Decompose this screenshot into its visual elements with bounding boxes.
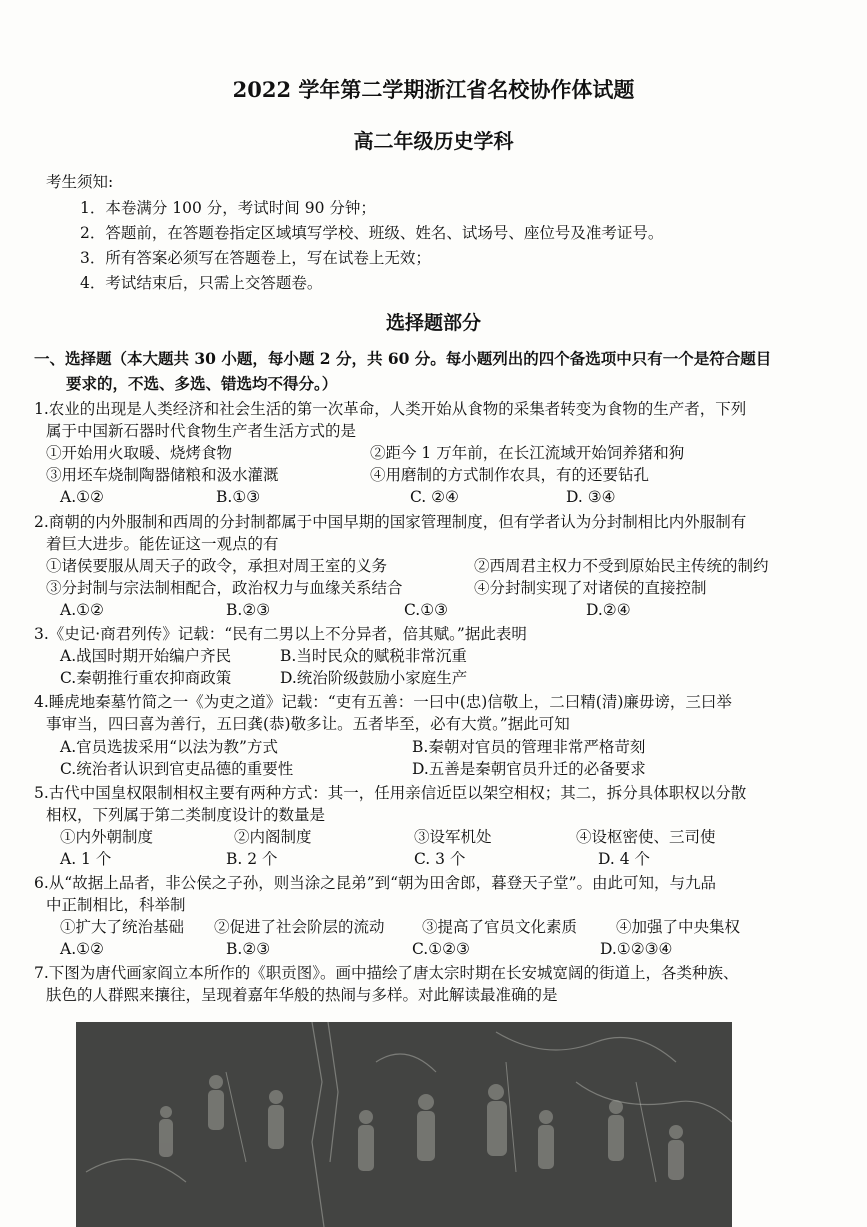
exam-title: 2022 学年第二学期浙江省名校协作体试题: [232, 77, 635, 102]
question-1-stem: 1.农业的出现是人类经济和社会生活的第一次革命，人类开始从食物的采集者转变为食物的生产者，下列: [34, 400, 747, 418]
statement: ②距今 1 万年前，在长江流域开始饲养猪和狗: [370, 444, 685, 462]
option-d: D. ③④: [566, 488, 616, 506]
statement: ④加强了中央集权: [616, 918, 741, 936]
statement: ①扩大了统治基础: [60, 918, 185, 936]
option-c: C.①③: [404, 601, 449, 619]
option-c: C.统治者认识到官吏品德的重要性: [60, 760, 294, 778]
option-a: A.①②: [60, 601, 104, 619]
statement: ①内外朝制度: [60, 828, 154, 846]
statement: ④设枢密使、三司使: [576, 828, 716, 846]
notice-item: 2．答题前，在答题卷指定区域填写学校、班级、姓名、试场号、座位号及准考证号。: [80, 224, 664, 242]
option-c: C.秦朝推行重农抑商政策: [60, 669, 232, 687]
option-d: D.①②③④: [600, 940, 673, 958]
option-a: A.战国时期开始编户齐民: [60, 647, 232, 665]
option-a: A.①②: [60, 940, 104, 958]
option-d: D.统治阶级鼓励小家庭生产: [280, 669, 468, 687]
statement: ②促进了社会阶层的流动: [214, 918, 385, 936]
option-b: B.①③: [216, 488, 261, 506]
statement: ④用磨制的方式制作农具，有的还要钻孔: [370, 466, 650, 484]
option-d: D. 4 个: [598, 850, 651, 868]
question-7-stem: 7.下图为唐代画家阎立本所作的《职贡图》。画中描绘了唐太宗时期在长安城宽阔的街道上，各类种族、: [34, 964, 739, 982]
question-2-stem: 着巨大进步。能佐证这一观点的有: [46, 535, 279, 553]
statement: ①诸侯要服从周天子的政令，承担对周王室的义务: [46, 557, 388, 575]
question-6-stem: 6.从“故据上品者，非公侯之子孙，则当涂之昆弟”到“朝为田舍郎，暮登天子堂”。由此可知，与九品: [34, 874, 716, 892]
exam-subtitle: 高二年级历史学科: [353, 129, 514, 153]
notice-item: 3．所有答案必须写在答题卷上，写在试卷上无效；: [80, 249, 431, 267]
notice-heading: 考生须知:: [46, 173, 114, 191]
question-2-stem: 2.商朝的内外服制和西周的分封制都属于中国早期的国家管理制度，但有学者认为分封制相比内外服制有: [34, 513, 747, 531]
option-a: A.①②: [60, 488, 104, 506]
question-4-stem: 事审当，四曰喜为善行，五曰龚(恭)敬多让。五者毕至，必有大赏。”据此可知: [46, 715, 570, 733]
instructions-line: 一、选择题（本大题共 30 小题，每小题 2 分，共 60 分。每小题列出的四个备选项中只有一个是符合题目: [34, 349, 772, 368]
option-a: A.官员选拔采用“以法为教”方式: [60, 738, 278, 756]
statement: ②内阁制度: [234, 828, 312, 846]
question-3-stem: 3.《史记·商君列传》记载：“民有二男以上不分异者，倍其赋。”据此表明: [34, 625, 527, 643]
option-a: A. 1 个: [60, 850, 112, 868]
option-c: C. ②④: [410, 488, 459, 506]
statement: ③用坯车烧制陶器储粮和汲水灌溉: [46, 466, 279, 484]
option-d: D.②④: [586, 601, 631, 619]
option-b: B. 2 个: [226, 850, 278, 868]
statement: ④分封制实现了对诸侯的直接控制: [474, 579, 707, 597]
section-title: 选择题部分: [385, 312, 481, 334]
option-c: C. 3 个: [414, 850, 466, 868]
statement: ③分封制与宗法制相配合，政治权力与血缘关系结合: [46, 579, 403, 597]
question-6-stem: 中正制相比，科举制: [46, 896, 186, 914]
statement: ②西周君主权力不受到原始民主传统的制约: [474, 557, 769, 575]
statement: ①开始用火取暖、烧烤食物: [46, 444, 233, 462]
option-b: B.秦朝对官员的管理非常严格苛刻: [412, 738, 646, 756]
option-b: B.②③: [226, 601, 271, 619]
notice-item: 4．考试结束后，只需上交答题卷。: [80, 274, 323, 292]
painting-illustration: [76, 1022, 732, 1227]
statement: ③设军机处: [414, 828, 492, 846]
question-4-stem: 4.睡虎地秦墓竹简之一《为吏之道》记载：“吏有五善：一曰中(忠)信敬上，二曰精(清)廉毋谤，三曰举: [34, 693, 732, 711]
option-b: B.②③: [226, 940, 271, 958]
statement: ③提高了官员文化素质: [422, 918, 578, 936]
option-c: C.①②③: [412, 940, 470, 958]
question-5-stem: 5.古代中国皇权限制相权主要有两种方式：其一，任用亲信近臣以架空相权；其二，拆分具体职权以分散: [34, 784, 747, 802]
option-b: B.当时民众的赋税非常沉重: [280, 647, 467, 665]
question-7-stem: 肤色的人群熙来攘往，呈现着嘉年华般的热闹与多样。对此解读最准确的是: [46, 986, 558, 1004]
instructions-line: 要求的，不选、多选、错选均不得分。）: [66, 374, 338, 393]
question-5-stem: 相权，下列属于第二类制度设计的数量是: [46, 806, 326, 824]
option-d: D.五善是秦朝官员升迁的必备要求: [412, 760, 646, 778]
notice-item: 1．本卷满分 100 分，考试时间 90 分钟；: [80, 199, 376, 217]
question-1-stem: 属于中国新石器时代食物生产者生活方式的是: [46, 422, 357, 440]
zhigong-painting-image: [76, 1022, 732, 1227]
